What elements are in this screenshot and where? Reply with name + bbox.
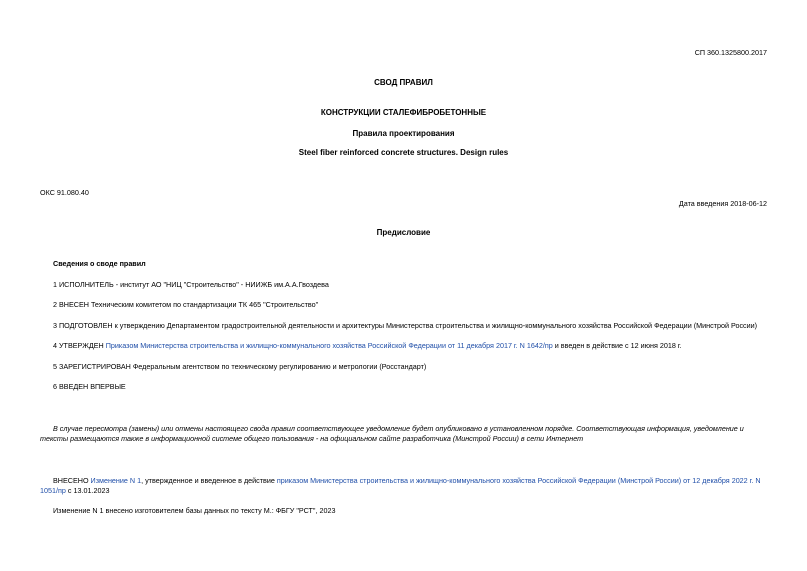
amendment-link[interactable]: Изменение N 1 — [90, 476, 142, 485]
subject-title: КОНСТРУКЦИИ СТАЛЕФИБРОБЕТОННЫЕ — [320, 108, 487, 117]
item-introduced: 2 ВНЕСЕН Техническим комитетом по стандартизации ТК 465 "Строительство" — [53, 300, 319, 309]
approval-order-link[interactable]: Приказом Министерства строительства и жилищно-коммунального хозяйства Российской Федерации от 11 декабря 2017 г. N 1642/пр — [105, 341, 553, 350]
document-code: СП 360.1325800.2017 — [694, 48, 767, 57]
revision-notice: В случае пересмотра (замены) или отмены настоящего свода правил соответствующее уведомление будет опубликовано в установленном порядке. Соответствующая информация, уведомление и тексты размещаются также в информационной системе общего пользования - на официальном сайте разработчика (Минстрой России) в сети Интернет — [40, 424, 744, 443]
effective-date: Дата введения 2018-06-12 — [678, 199, 767, 208]
foreword-heading: Предисловие — [376, 228, 431, 237]
oks-code: ОКС 91.080.40 — [40, 188, 89, 197]
english-title: Steel fiber reinforced concrete structures. Design rules — [298, 148, 509, 157]
amendment-note: Изменение N 1 внесено изготовителем базы данных по тексту М.: ФБГУ "РСТ", 2023 — [53, 506, 336, 515]
info-heading: Сведения о своде правил — [53, 259, 146, 268]
subtitle: Правила проектирования — [352, 129, 455, 138]
item-registered: 5 ЗАРЕГИСТРИРОВАН Федеральным агентством по техническому регулированию и метрологии (Росстандарт) — [53, 362, 427, 371]
item-executor: 1 ИСПОЛНИТЕЛЬ - институт АО "НИЦ "Строительство" - НИИЖБ им.А.А.Гвоздева — [53, 280, 329, 289]
amendment-order-link[interactable]: приказом Министерства строительства и жилищно-коммунального хозяйства Российской Федерации (Минстрой России) от 12 декабря 2022 г. N 1051/пр — [40, 476, 761, 495]
item-approved — [53, 341, 682, 351]
amendment-mid: , утвержденное и введенное в действие — [141, 476, 277, 485]
code-of-rules-title: СВОД ПРАВИЛ — [374, 78, 433, 87]
amendment-prefix: ВНЕСЕНО — [53, 476, 91, 485]
amendment-paragraph — [40, 476, 768, 496]
item-prepared: 3 ПОДГОТОВЛЕН к утверждению Департаментом градостроительной деятельности и архитектуры Министерства строительства и жилищно-коммунального хозяйства Российской Федерации (Минстрой России) — [53, 321, 758, 330]
item-approved-suffix: и введен в действие с 12 июня 2018 г. — [552, 341, 682, 350]
item-first-introduced: 6 ВВЕДЕН ВПЕРВЫЕ — [53, 382, 126, 391]
item-approved-prefix: 4 УТВЕРЖДЕН — [53, 341, 106, 350]
amendment-suffix: с 13.01.2023 — [65, 486, 110, 495]
